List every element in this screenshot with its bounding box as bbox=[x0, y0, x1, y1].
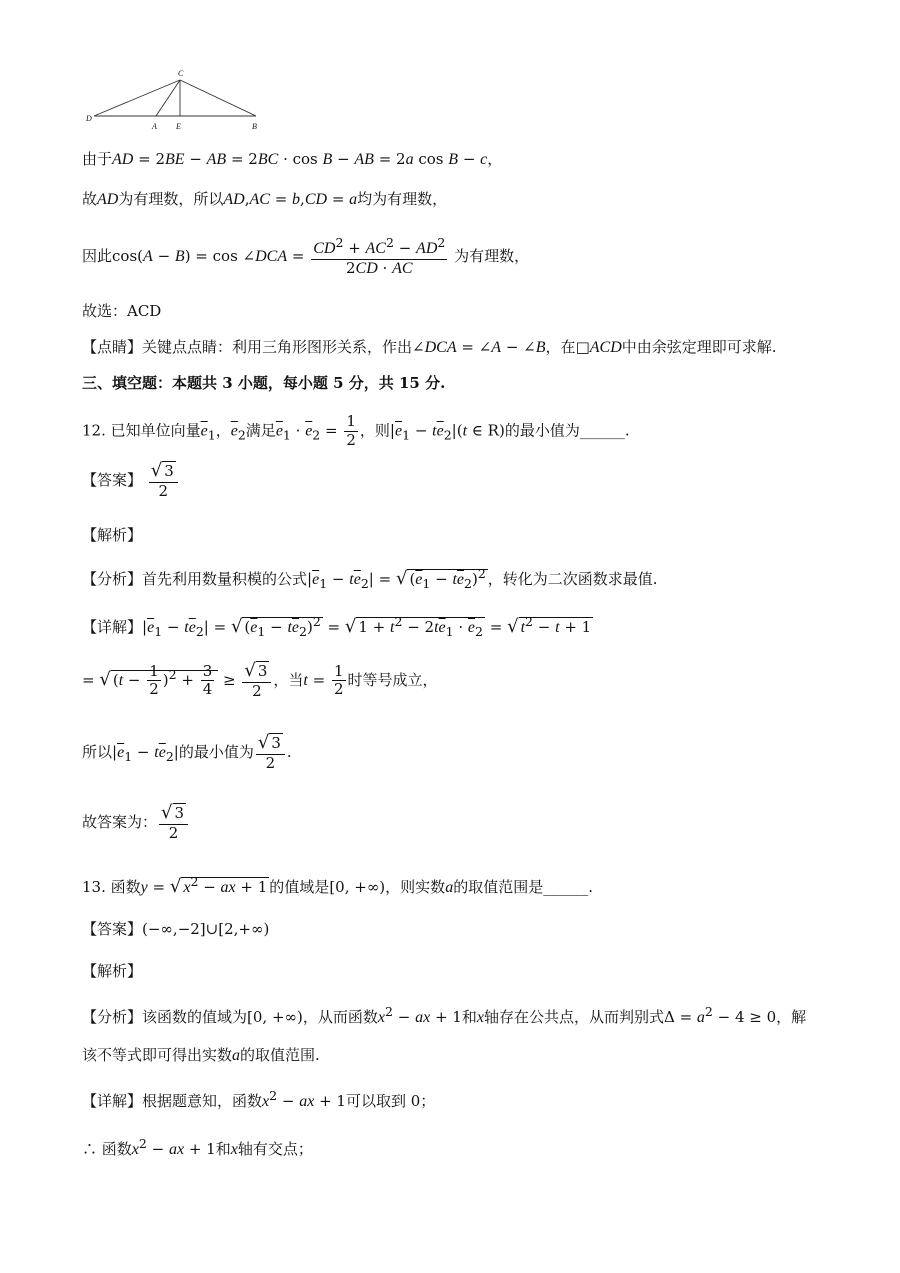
label-d: D bbox=[86, 114, 92, 123]
q13-answer: 【答案】(−∞,−2]∪[2,+∞) bbox=[82, 920, 270, 938]
q12-fenxi: 【分析】首先利用数量积模的公式$|\overline{e}_1 - t\overline{e}_2|$ = √ $(\overline{e}_1 - t\overline{e}_2)^2$ ，转化为二次函数求最值. bbox=[82, 566, 658, 591]
question-13: 13. 函数y = √ $x^2$ − ax + 1 的值域是[0, +∞)，则实数a的取值范围是______. bbox=[82, 874, 593, 897]
line-cos-formula: 因此cos(A − B) = cos ∠DCA = $\frac{CD^2 + AC^2 - AD^2}{2CD \cdot AC}$ 为有理数， bbox=[82, 235, 530, 277]
q13-analysis-tag: 【解析】 bbox=[82, 962, 143, 980]
q12-detail-2: = √ (t − $\frac{1}{2}$ )$^2$ + $\frac{3}{4}$ ≥ $\frac{√ 3}{2}$ ，当t = $\frac{1}{2}$ 时等号成立， bbox=[82, 660, 438, 700]
line-choice: 故选：ACD bbox=[82, 302, 162, 320]
q12-analysis-tag: 【解析】 bbox=[82, 526, 143, 544]
triangle-diagram bbox=[84, 66, 274, 138]
label-c: C bbox=[178, 69, 184, 78]
q13-fenxi-2: 该不等式即可得出实数a的取值范围. bbox=[82, 1046, 320, 1064]
q13-fenxi: 【分析】该函数的值域为[0, +∞)，从而函数$x^2$ − ax + 1和x轴存在公共点，从而判别式$\Delta = a^2 - 4 \ge 0$，解 bbox=[82, 1004, 807, 1026]
label-a: A bbox=[152, 122, 157, 131]
q12-final: 故答案为： $\frac{√ 3}{2}$ bbox=[82, 804, 190, 842]
label-e: E bbox=[176, 122, 181, 131]
line-key-point: 【点睛】关键点点睛：利用三角形图形关系，作出∠DCA = ∠A − ∠B，在□ACD中由余弦定理即可求解. bbox=[82, 338, 777, 356]
question-12: 12. 已知单位向量$\overline{e}_1$，$\overline{e}_2$满足$\overline{e}_1 \cdot \overline{e}_2$ = $\frac{1}{2}$ ，则$|\overline{e}_1 - t\overline{e}_2|(t$ ∈ R)的最小值为______. bbox=[82, 412, 630, 449]
q13-therefore: ∴ 函数$x^2$ − ax + 1和x轴有交点； bbox=[82, 1136, 313, 1158]
q12-detail: 【详解】$|\overline{e}_1 - t\overline{e}_2|$ = √ $(\overline{e}_1 - t\overline{e}_2)^2$ = √ $1 + t^2 - 2t\overline{e}_1 \cdot \overline{e}_2$ = √ $t^2 - t + 1$ bbox=[82, 614, 592, 639]
q12-so: 所以$|\overline{e}_1 - t\overline{e}_2|$的最小值为 $\frac{√ 3}{2}$ . bbox=[82, 732, 292, 772]
label-b: B bbox=[252, 122, 257, 131]
section-title: 三、填空题：本题共 3 小题，每小题 5 分，共 15 分. bbox=[82, 374, 446, 392]
q12-answer: 【答案】 $\frac{√ 3}{2}$ bbox=[82, 462, 180, 500]
q13-detail: 【详解】根据题意知，函数$x^2$ − ax + 1可以取到 0； bbox=[82, 1088, 436, 1110]
line-rational: 故AD为有理数，所以AD,AC = b,CD = a均为有理数， bbox=[82, 190, 448, 208]
line-ad-expression: 由于AD = 2BE − AB = 2BC · cos B − AB = 2a cos B − c， bbox=[82, 150, 503, 168]
